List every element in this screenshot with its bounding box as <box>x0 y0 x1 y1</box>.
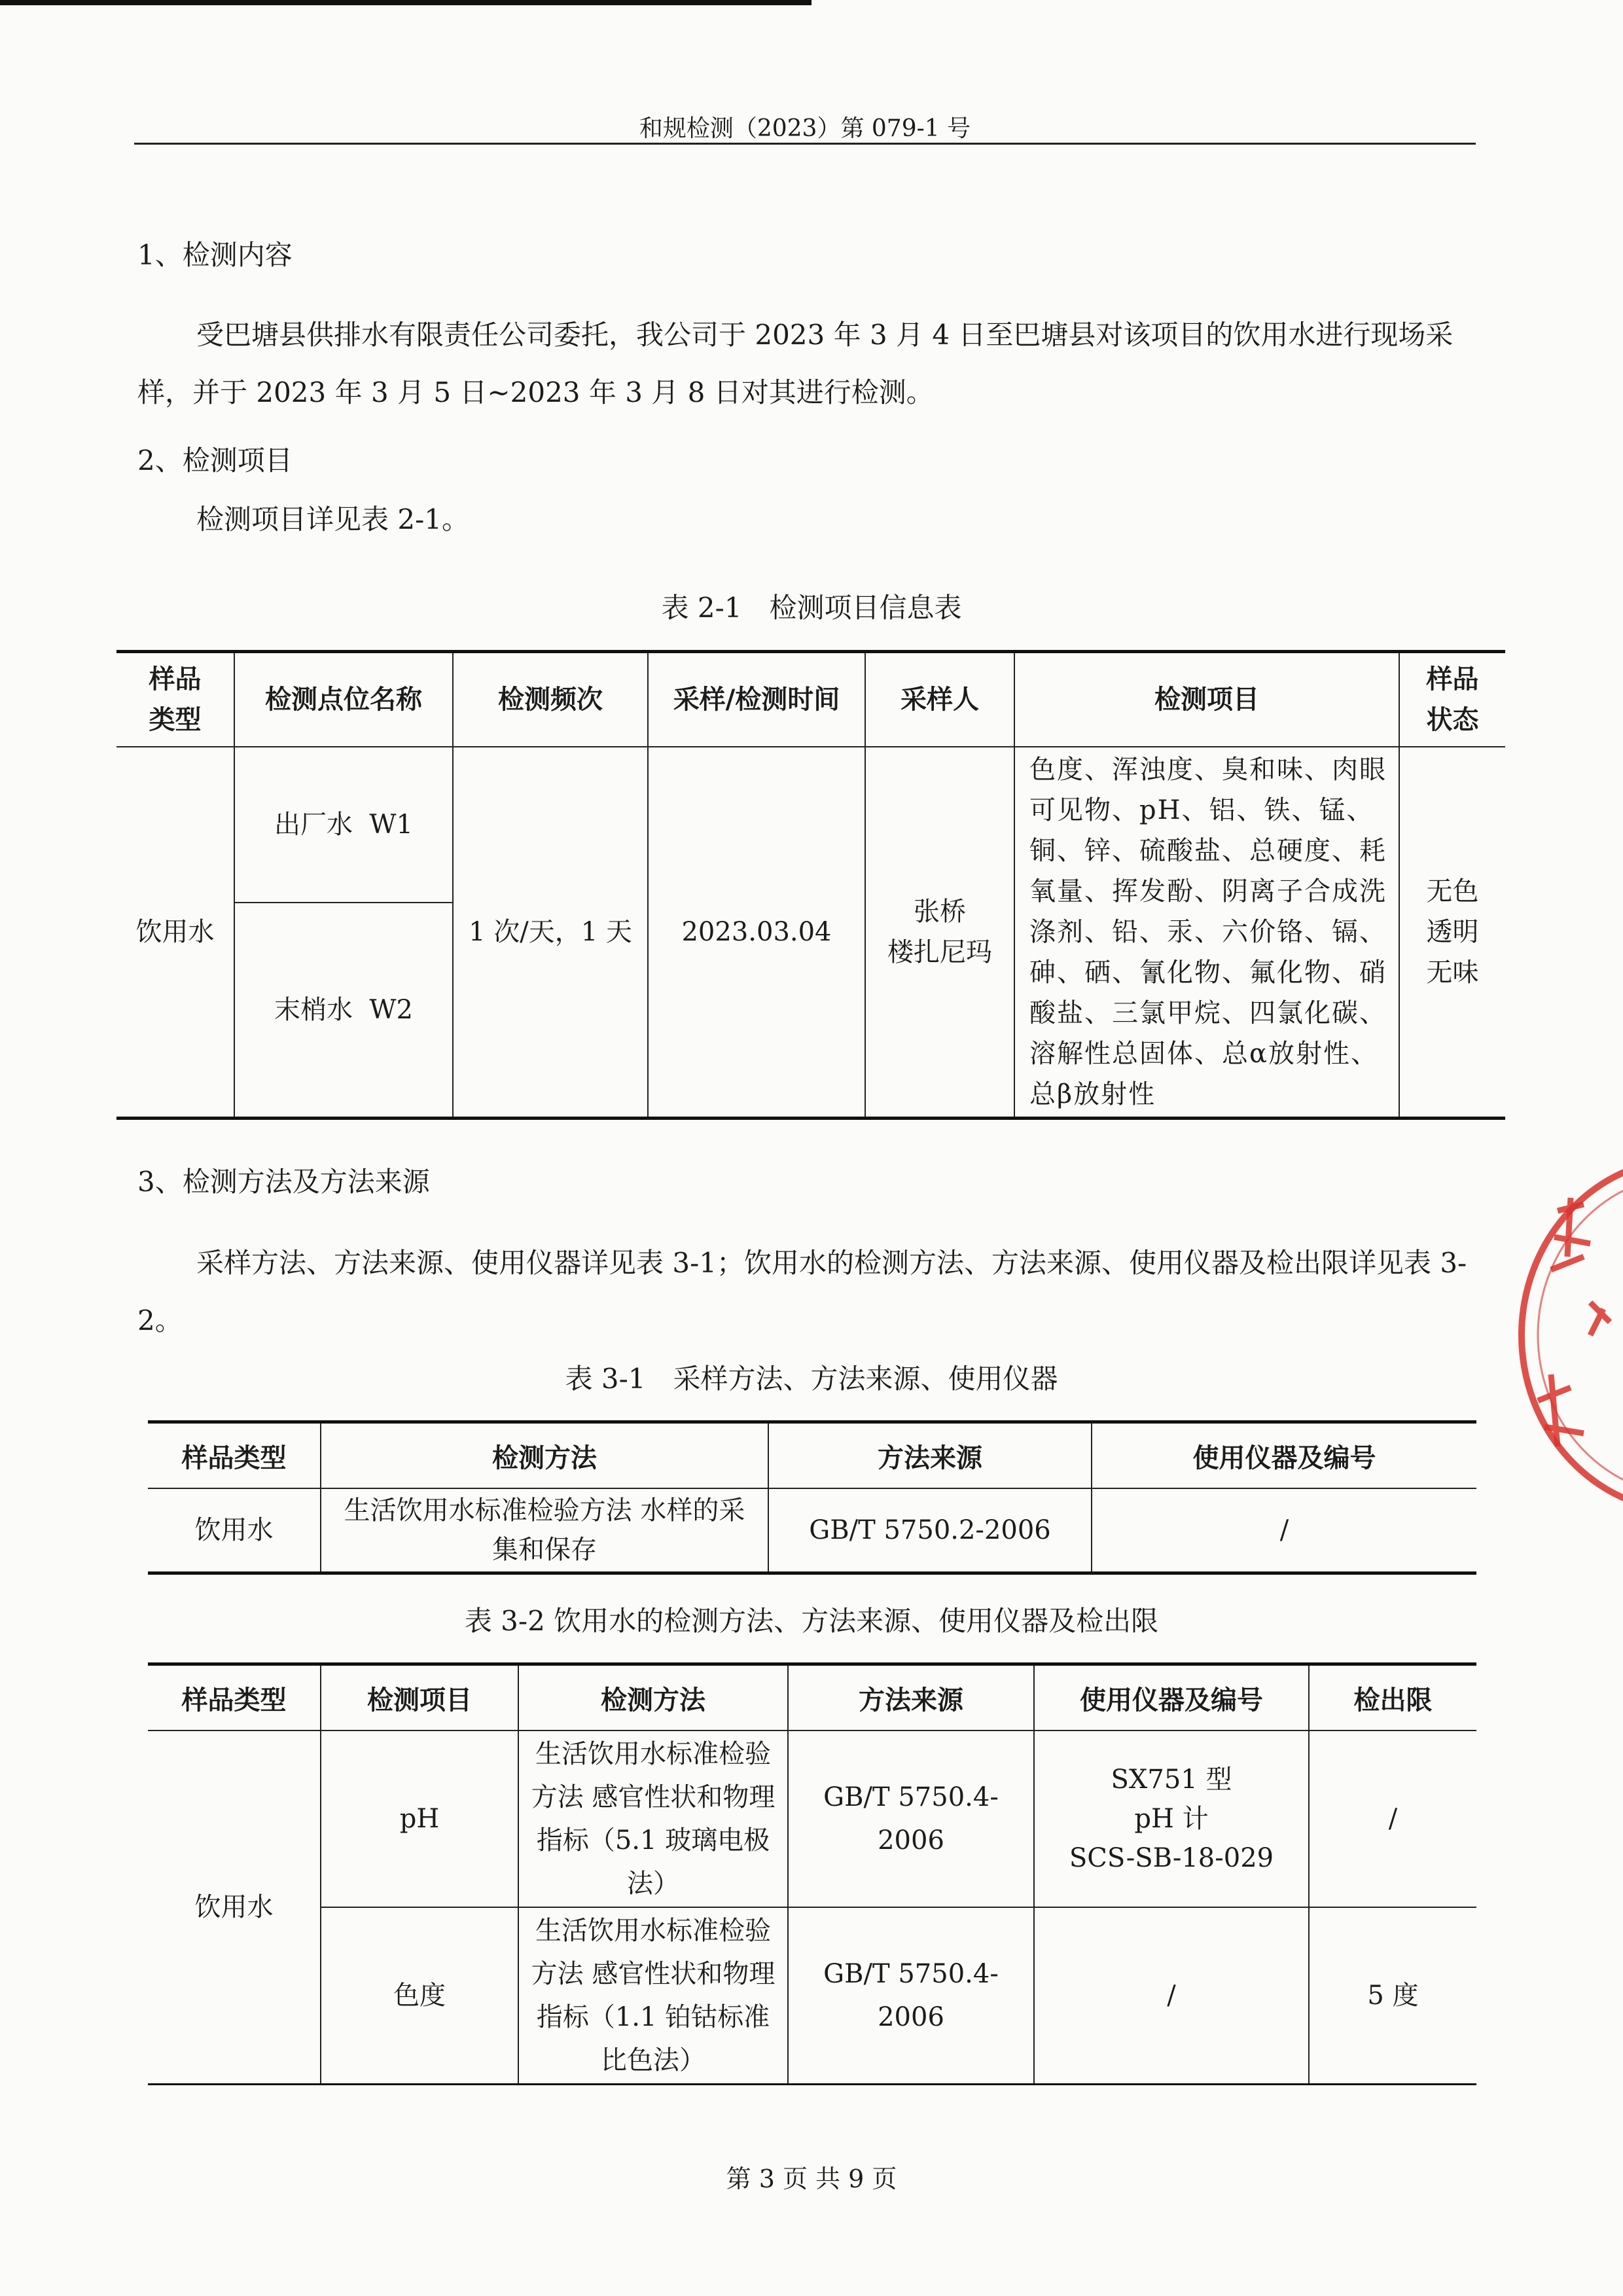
date-cell: 2023.03.04 <box>648 747 865 1119</box>
col-header: 方法来源 <box>768 1422 1092 1489</box>
col-header: 方法来源 <box>788 1664 1034 1731</box>
red-seal-stamp <box>1512 1152 1623 1518</box>
col-header: 检测方法 <box>518 1664 788 1731</box>
method-cell: 生活饮用水标准检验方法 感官性状和物理指标（1.1 铂钴标准比色法） <box>518 1907 788 2085</box>
sample-state-cell: 无色 透明 无味 <box>1399 747 1505 1119</box>
col-header: 检测项目 <box>1014 652 1399 747</box>
col-header: 样品类型 <box>148 1422 321 1489</box>
sample-type-cell: 饮用水 <box>194 1892 274 1922</box>
col-header: 样品类型 <box>148 1664 321 1731</box>
source-cell: GB/T 5750.4-2006 <box>788 1907 1034 2085</box>
table-2-1-caption: 表 2-1 检测项目信息表 <box>661 592 962 624</box>
table-3-2 <box>148 1662 1476 2085</box>
col-header: 检测方法 <box>321 1422 768 1489</box>
table-2-1 <box>116 650 1505 1120</box>
col-header: 检出限 <box>1309 1664 1476 1731</box>
site-cell: 末梢水 W2 <box>234 903 453 1119</box>
table-header-row <box>148 1422 1476 1489</box>
header-rule <box>134 143 1476 145</box>
sample-type-cell: 饮用水 <box>135 917 215 947</box>
item-cell: 色度 <box>321 1907 518 2085</box>
table-header-row <box>148 1664 1476 1731</box>
instrument-cell: SX751 型 pH 计 SCS-SB-18-029 <box>1034 1731 1309 1907</box>
document-number: 和规检测（2023）第 079-1 号 <box>639 115 971 142</box>
item-cell: pH <box>321 1731 518 1907</box>
method-cell: 生活饮用水标准检验方法 水样的采集和保存 <box>321 1488 768 1573</box>
table-row <box>148 1731 1476 1907</box>
source-cell: GB/T 5750.4-2006 <box>788 1731 1034 1907</box>
frequency-cell: 1 次/天，1 天 <box>453 747 648 1119</box>
table-header-row <box>116 652 1505 747</box>
instrument-cell: / <box>1092 1488 1476 1573</box>
col-header: 采样人 <box>865 652 1014 747</box>
table-row <box>148 1488 1476 1573</box>
method-cell: 生活饮用水标准检验方法 感官性状和物理指标（5.1 玻璃电极法） <box>518 1731 788 1907</box>
table-3-2-caption: 表 3-2 饮用水的检测方法、方法来源、使用仪器及检出限 <box>464 1605 1159 1637</box>
section-2-paragraph: 检测项目详见表 2-1。 <box>196 503 469 535</box>
col-header: 使用仪器及编号 <box>1034 1664 1309 1731</box>
section-1-paragraph: 受巴塘县供排水有限责任公司委托，我公司于 2023 年 3 月 4 日至巴塘县对该项目的饮用水进行现场采样，并于 2023 年 3 月 5 日~2023 年 3 月 8 日对其进行检测。 <box>137 319 1454 408</box>
table-row <box>148 1907 1476 2085</box>
col-header: 检测项目 <box>321 1664 518 1731</box>
table-row <box>116 747 1505 903</box>
col-header: 采样/检测时间 <box>648 652 865 747</box>
page-number: 第 3 页 共 9 页 <box>726 2164 897 2193</box>
section-2-title: 2、检测项目 <box>137 444 293 476</box>
table-3-1 <box>148 1420 1476 1575</box>
section-3-title: 3、检测方法及方法来源 <box>137 1166 430 1198</box>
section-1-title: 1、检测内容 <box>137 239 293 271</box>
table-3-1-caption: 表 3-1 采样方法、方法来源、使用仪器 <box>565 1363 1058 1395</box>
limit-cell: 5 度 <box>1309 1907 1476 2085</box>
site-cell: 出厂水 W1 <box>234 747 453 903</box>
source-cell: GB/T 5750.2-2006 <box>768 1488 1092 1573</box>
sampler-cell: 张桥 楼扎尼玛 <box>865 747 1014 1119</box>
limit-cell: / <box>1309 1731 1476 1907</box>
col-header: 样品类型 <box>116 652 234 747</box>
col-header: 使用仪器及编号 <box>1092 1422 1476 1489</box>
section-3-paragraph: 采样方法、方法来源、使用仪器详见表 3-1；饮用水的检测方法、方法来源、使用仪器及检出限详见表 3-2。 <box>137 1247 1467 1336</box>
sample-type-cell: 饮用水 <box>194 1515 274 1545</box>
instrument-cell: / <box>1034 1907 1309 2085</box>
scan-edge <box>0 0 812 5</box>
col-header: 样品状态 <box>1399 652 1505 747</box>
test-items-cell: 色度、浑浊度、臭和味、肉眼可见物、pH、铝、铁、锰、铜、锌、硫酸盐、总硬度、耗氧量、挥发酚、阴离子合成洗涤剂、铅、汞、六价铬、镉、砷、硒、氰化物、氟化物、硝酸盐、三氯甲烷、四氯化碳、溶解性总固体、总α放射性、总β放射性 <box>1014 747 1399 1119</box>
col-header: 检测频次 <box>453 652 648 747</box>
col-header: 检测点位名称 <box>234 652 453 747</box>
